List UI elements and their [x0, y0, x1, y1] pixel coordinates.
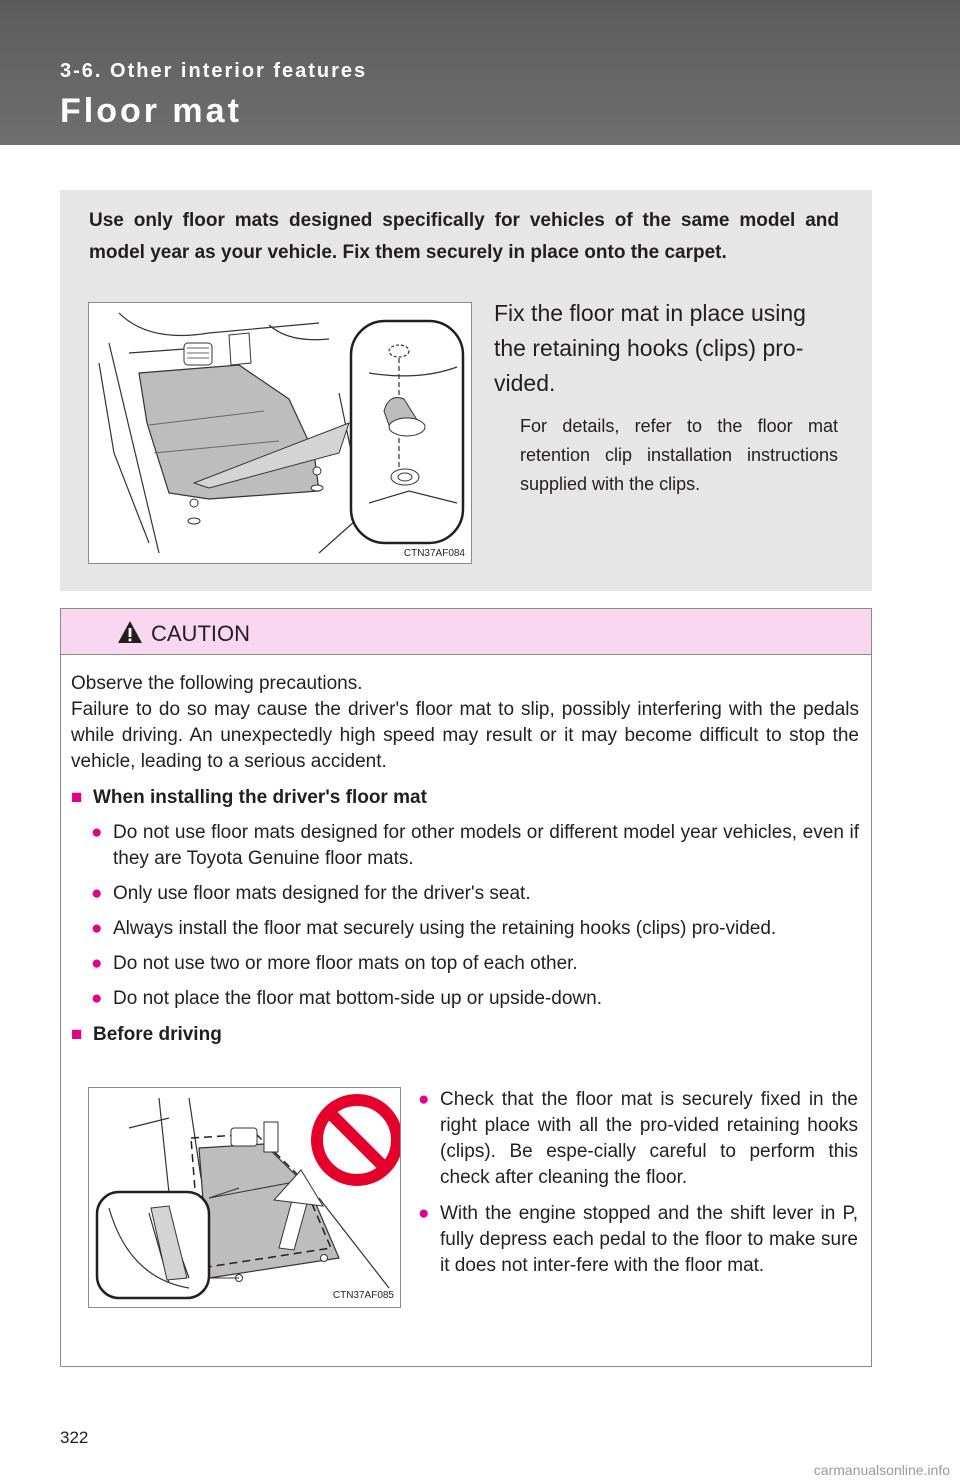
list-item: ● Check that the floor mat is securely fixed in the right place with all the pro-vided retaining hooks (clips). Be espe-cially careful to perform this check after cleaning the floor.: [418, 1089, 858, 1188]
subsection-before-driving: [71, 1022, 859, 1048]
fix-instruction: Fix the floor mat in place using the retaining hooks (clips) pro-vided.: [494, 300, 806, 396]
list-item: ● With the engine stopped and the shift lever in P, fully depress each pedal to the floor to make sure it does not inter-fere with the floor mat.: [418, 1203, 858, 1276]
circle-bullet-icon: ●: [418, 1203, 430, 1224]
caution-label: CAUTION: [151, 621, 250, 646]
subsection-installing: [71, 785, 859, 811]
floor-mat-hooks-illustration: [88, 302, 472, 564]
list-item: ● Do not use floor mats designed for other models or different model year vehicles, even if they are Toyota Genuine floor mats.: [91, 822, 859, 869]
circle-bullet-icon: ●: [91, 988, 103, 1009]
circle-bullet-icon: ●: [91, 918, 103, 939]
list-item: ● Do not use two or more floor mats on top of each other.: [71, 951, 859, 977]
circle-bullet-icon: ●: [91, 883, 103, 904]
floor-mat-hooks-drawing: [89, 303, 472, 564]
circle-bullet-icon: ●: [418, 1089, 430, 1110]
subsection-title: Before driving: [93, 1024, 222, 1045]
circle-bullet-icon: ●: [91, 822, 103, 843]
caution-header: [61, 609, 871, 655]
caution-intro-paragraph: Failure to do so may cause the driver's floor mat to slip, possibly interfering with the pedals while driving. An unexpectedly high speed may result or it may become difficult to stop the vehicle, leading to a serious accident.: [71, 699, 859, 772]
intro-box: [60, 190, 872, 591]
intro-text: Use only floor mats designed specifically for vehicles of the same model and model year as your vehicle. Fix them securely in place onto the carpet.: [89, 210, 839, 263]
square-bullet-icon: ■: [71, 1024, 83, 1045]
page-number: 322: [60, 1428, 89, 1447]
pedal-check-drawing: [89, 1088, 401, 1308]
figure-code: CTN37AF085: [332, 1290, 394, 1301]
list-item: ● Do not place the floor mat bottom-side up or upside-down.: [71, 986, 859, 1012]
figure-code: CTN37AF084: [403, 548, 465, 559]
before-driving-bullets: [418, 1087, 858, 1289]
caution-intro-line: Observe the following precautions.: [71, 673, 363, 694]
circle-bullet-icon: ●: [91, 953, 103, 974]
detail-instruction: For details, refer to the floor mat retention clip installation instructions supplied with the clips.: [520, 416, 838, 494]
warning-triangle-icon: [117, 620, 143, 644]
list-item: ● Always install the floor mat securely using the retaining hooks (clips) pro-vided.: [71, 916, 859, 942]
page-title: Floor mat: [60, 92, 242, 130]
square-bullet-icon: ■: [71, 787, 83, 808]
list-item: ● Only use floor mats designed for the driver's seat.: [71, 881, 859, 907]
caution-box: [60, 608, 872, 1367]
page-header: [0, 0, 960, 145]
watermark: carmanualsonline.info: [813, 1462, 950, 1478]
caution-body: [71, 671, 859, 1048]
pedal-check-illustration: [88, 1087, 401, 1308]
subsection-title: When installing the driver's floor mat: [93, 787, 427, 808]
section-label: 3-6. Other interior features: [60, 60, 368, 82]
